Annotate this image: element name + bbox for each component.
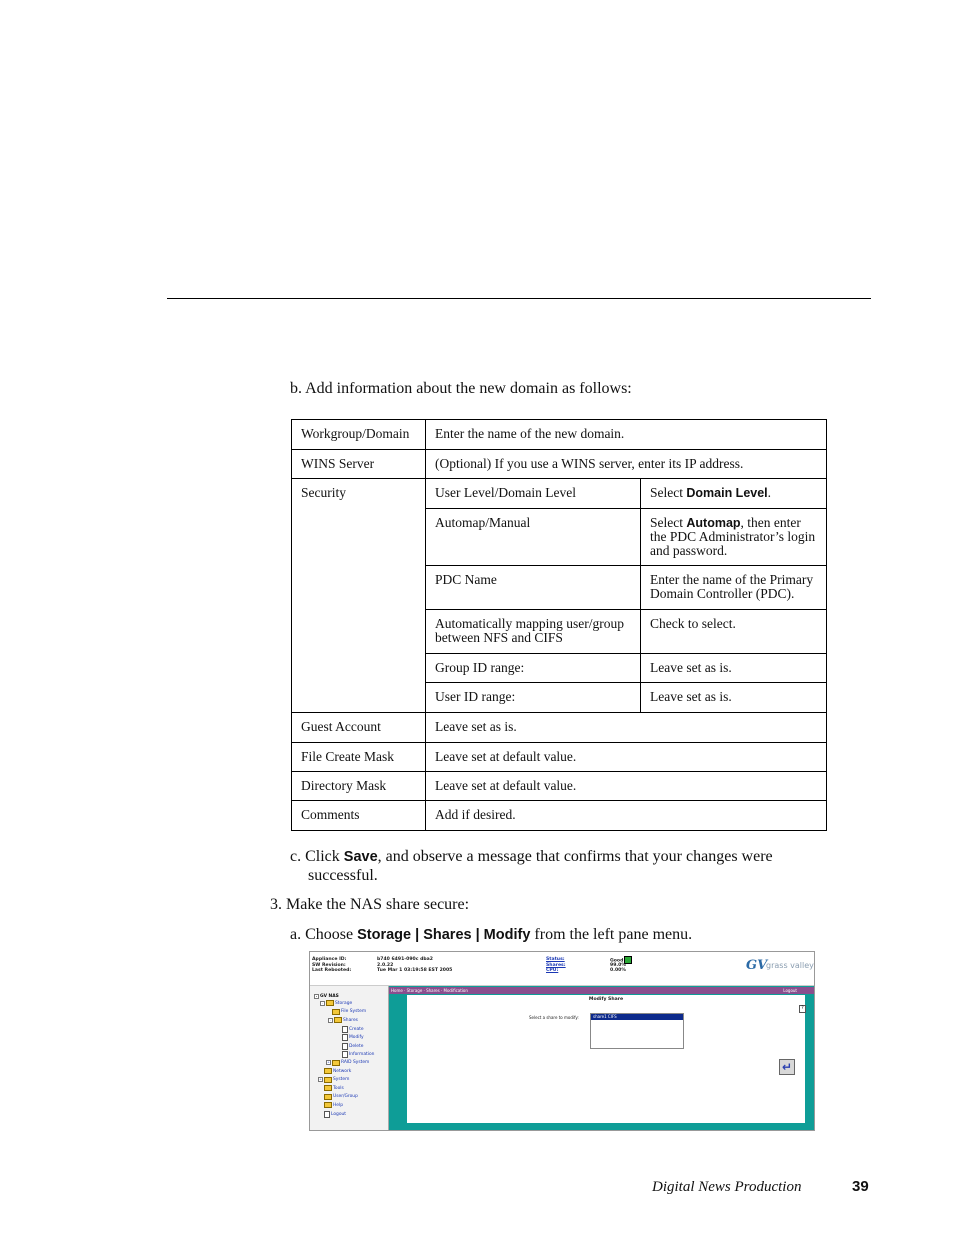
field-value: Leave set as is. [426, 713, 827, 743]
modify-share-panel [407, 995, 805, 1123]
cpu-value: 0.00% [610, 968, 626, 973]
security-option: User Level/Domain Level [426, 479, 641, 509]
right-pane [389, 986, 815, 1131]
tree-help[interactable]: Help [324, 1102, 343, 1108]
page-icon [342, 1034, 348, 1041]
folder-icon [326, 1000, 334, 1006]
step-3: 3. Make the NAS share secure: [270, 896, 470, 913]
appliance-id-value: b740 6491-090c dba2 [377, 957, 433, 962]
gv-logo-icon: GV [746, 958, 768, 973]
security-option: User ID range: [426, 683, 641, 713]
folder-icon [324, 1102, 332, 1108]
sw-revision-value: 2.0.22 [377, 962, 394, 968]
field-value: Leave set at default value. [426, 772, 827, 801]
tree-user-group[interactable]: User/Group [324, 1094, 358, 1100]
page-icon [342, 1043, 348, 1050]
field-value: Add if desired. [426, 801, 827, 831]
enter-icon[interactable]: ↵ [779, 1059, 795, 1075]
tree-storage[interactable]: - Storage [321, 1000, 353, 1006]
expand-icon: + [327, 1060, 330, 1064]
table-row [292, 801, 827, 831]
logout-link[interactable]: Logout [783, 988, 797, 993]
table-row [292, 772, 827, 801]
collapse-icon: - [321, 1000, 324, 1005]
field-value: (Optional) If you use a WINS server, enter its IP address. [426, 450, 827, 479]
field-name: WINS Server [292, 450, 426, 479]
expand-icon: + [319, 1077, 322, 1081]
field-name: Workgroup/Domain [292, 420, 426, 450]
tree-raid-system[interactable]: + RAID System [327, 1060, 370, 1065]
tree-shares[interactable]: - Shares [329, 1017, 358, 1023]
security-option: Group ID range: [426, 654, 641, 683]
field-name: Directory Mask [292, 772, 426, 801]
cpu-link[interactable]: CPU: [546, 968, 559, 973]
security-instruction: Leave set as is. [641, 654, 827, 683]
nas-ui-screenshot [309, 951, 815, 1131]
share-option-selected[interactable]: share1 CIFS [591, 1014, 683, 1020]
field-value: Enter the name of the new domain. [426, 420, 827, 450]
share-listbox[interactable] [590, 1013, 684, 1049]
select-share-label: Select a share to modify: [529, 1015, 579, 1020]
panel-title: Modify Share [588, 997, 624, 1002]
step-c: c. Click Save, and observe a message that confirms that your changes were [290, 848, 773, 865]
collapse-icon: - [329, 1017, 332, 1022]
tree-modify[interactable]: Modify [342, 1034, 364, 1041]
tree-root[interactable]: - GV NAS [315, 994, 339, 999]
folder-icon [324, 1068, 332, 1074]
grass-valley-logo: GV grass valley [746, 958, 814, 973]
security-instruction: Enter the name of the Primary Domain Controller (PDC). [641, 566, 827, 610]
field-name: Security [292, 479, 426, 713]
domain-settings-table [291, 419, 827, 831]
shares-value: 99.0% [610, 962, 626, 968]
field-name: Comments [292, 801, 426, 831]
security-instruction: Select Domain Level. [641, 479, 827, 509]
page-icon [324, 1111, 330, 1118]
help-icon[interactable]: ? [799, 1005, 806, 1013]
field-name: Guest Account [292, 713, 426, 743]
security-instruction: Check to select. [641, 610, 827, 654]
collapse-icon: - [315, 994, 318, 998]
page-icon [342, 1051, 348, 1058]
last-rebooted-label: Last Rebooted: [312, 968, 352, 973]
tree-create[interactable]: Create [342, 1026, 364, 1033]
footer-title: Digital News Production [652, 1179, 802, 1195]
tree-file-system[interactable]: File System [332, 1009, 366, 1015]
folder-icon [332, 1009, 340, 1015]
step-b: b. Add information about the new domain as follows: [290, 380, 632, 397]
security-option: Automatically mapping user/group between NFS and CIFS [426, 610, 641, 654]
security-instruction: Select Automap, then enter the PDC Administrator’s login and password. [641, 509, 827, 566]
security-option: Automap/Manual [426, 509, 641, 566]
tree-logout[interactable]: Logout [324, 1111, 346, 1118]
appliance-id-label: Appliance ID: [312, 957, 347, 962]
folder-icon [324, 1094, 332, 1100]
last-rebooted-value: Tue Mar 1 03:19:58 EST 2005 [377, 968, 453, 973]
security-option: PDC Name [426, 566, 641, 610]
tree-system[interactable]: + System [319, 1077, 350, 1082]
shares-link[interactable]: Shares: [546, 962, 566, 968]
page-number: 39 [852, 1178, 869, 1195]
folder-icon [332, 1060, 340, 1066]
security-instruction: Leave set as is. [641, 683, 827, 713]
table-row [292, 479, 827, 509]
table-row [292, 713, 827, 743]
tree-tools[interactable]: Tools [324, 1085, 344, 1091]
nas-header [310, 952, 814, 986]
step-a: a. Choose Storage | Shares | Modify from the left pane menu. [290, 926, 693, 943]
status-value: Good [610, 956, 632, 964]
sw-revision-label: SW Revision: [312, 962, 346, 968]
step-c-continuation: successful. [308, 867, 378, 884]
field-name: File Create Mask [292, 743, 426, 772]
status-link[interactable]: Status: [546, 957, 565, 962]
left-pane-menu [310, 986, 389, 1131]
tree-information[interactable]: Information [342, 1051, 374, 1058]
breadcrumb-bar [389, 987, 815, 994]
tree-network[interactable]: Network [324, 1068, 351, 1074]
folder-icon [324, 1085, 332, 1091]
folder-open-icon [334, 1017, 342, 1023]
table-row [292, 450, 827, 479]
breadcrumb[interactable]: Home · Storage · Shares · Modification [391, 988, 468, 993]
page-icon [342, 1026, 348, 1033]
tree-delete[interactable]: Delete [342, 1043, 363, 1050]
field-value: Leave set at default value. [426, 743, 827, 772]
header-rule [167, 298, 871, 299]
folder-icon [324, 1077, 332, 1083]
table-row [292, 420, 827, 450]
table-row [292, 743, 827, 772]
